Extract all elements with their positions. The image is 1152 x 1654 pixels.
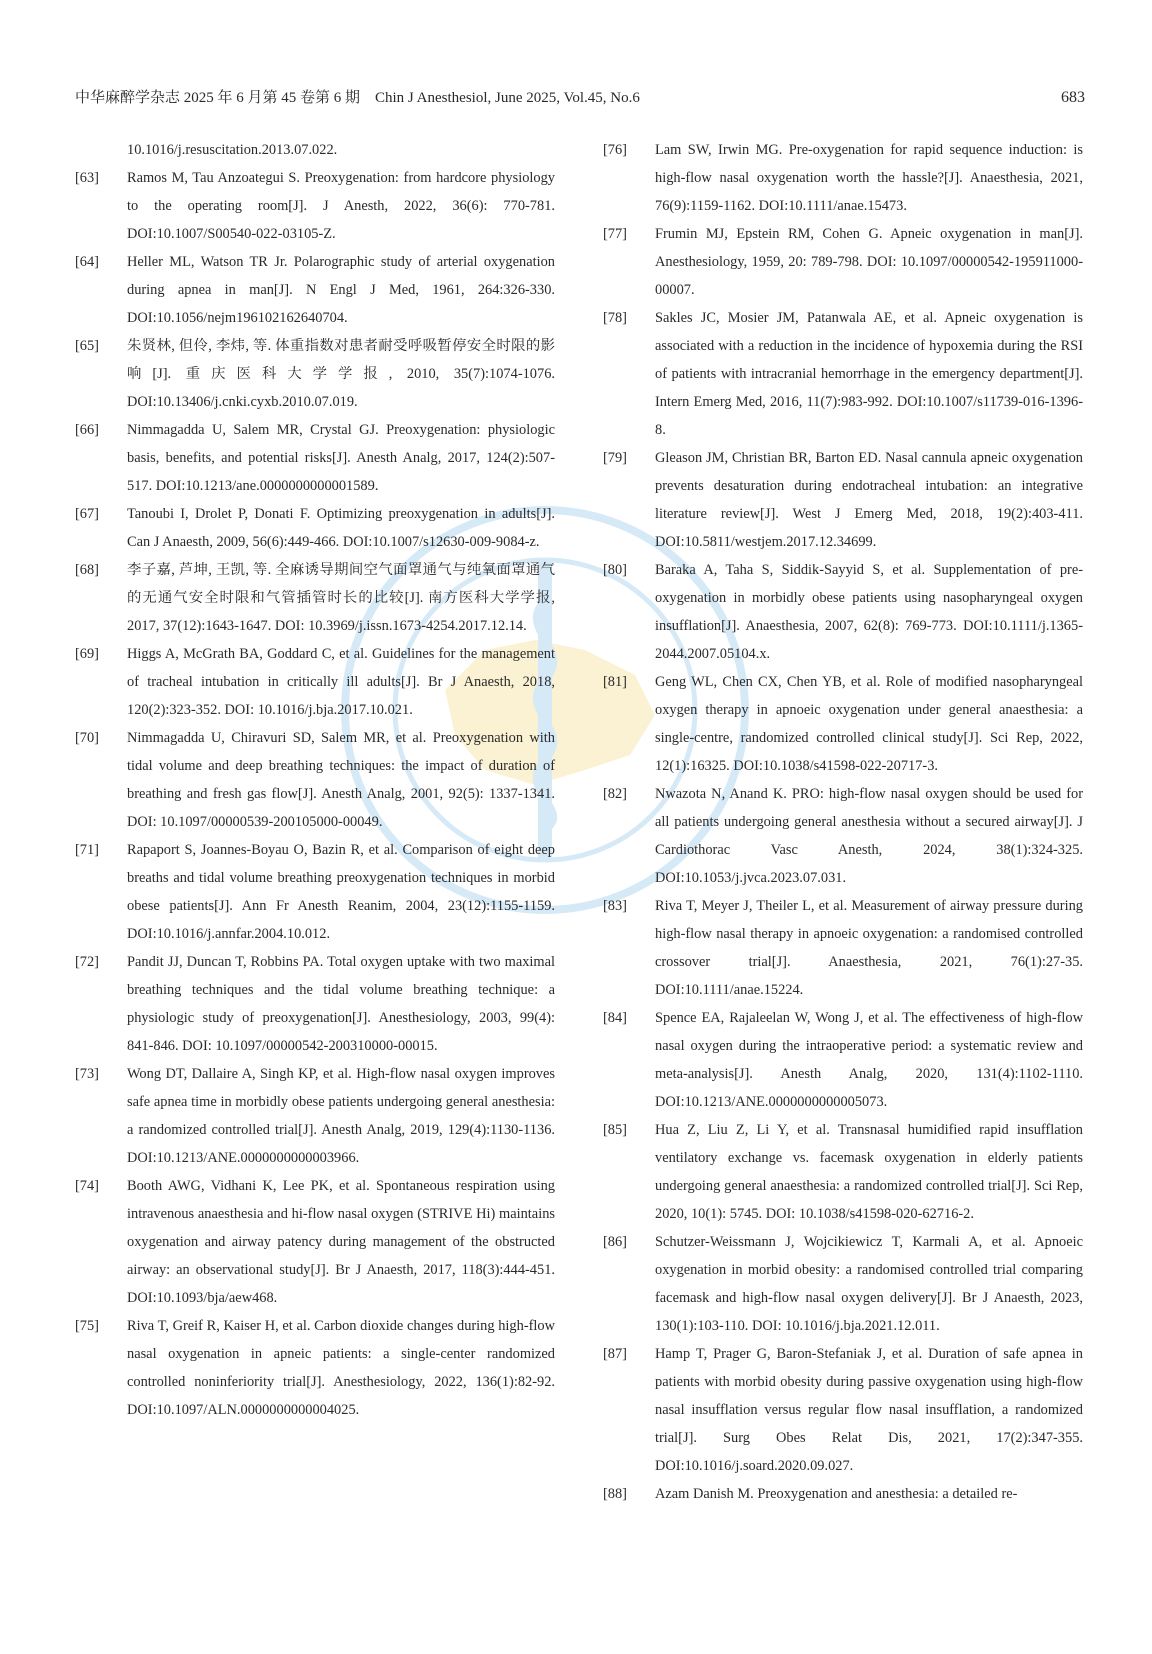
reference-text: Pandit JJ, Duncan T, Robbins PA. Total oxygen uptake with two maximal breathing techniques and the tidal volume breathing technique: a physiologic study of preoxygenation[J]. Anesthesiology, 2003, 99(4): 841-846. DOI: 10.1097/00000542-200310000-00015. [127, 954, 555, 1054]
reference-number: [66] [75, 422, 99, 438]
reference-entry [75, 1312, 555, 1424]
reference-entry [603, 556, 1083, 668]
reference-column-left [75, 136, 555, 1424]
reference-text: Spence EA, Rajaleelan W, Wong J, et al. The effectiveness of high-flow nasal oxygen during the intraoperative period: a systematic review and meta-analysis[J]. Anesth Analg, 2020, 131(4):1102-1110. DOI:10.1213/ANE.0000000000005073. [655, 1010, 1083, 1110]
reference-entry [75, 332, 555, 416]
reference-text: Wong DT, Dallaire A, Singh KP, et al. High-flow nasal oxygen improves safe apnea time in morbidly obese patients undergoing general anesthesia: a randomized controlled trial[J]. Anesth Analg, 2019, 129(4):1130-1136. DOI:10.1213/ANE.0000000000003966. [127, 1066, 555, 1166]
reference-number: [84] [603, 1010, 627, 1026]
reference-entry [75, 416, 555, 500]
reference-text: 朱贤林, 但伶, 李炜, 等. 体重指数对患者耐受呼吸暂停安全时限的影响[J]. 重庆医科大学学报, 2010, 35(7):1074-1076. DOI:10.13406/j.cnki.cyxb.2010.07.019. [127, 338, 555, 410]
reference-entry [75, 724, 555, 836]
reference-entry [75, 640, 555, 724]
reference-number: [72] [75, 954, 99, 970]
reference-text: Tanoubi I, Drolet P, Donati F. Optimizing preoxygenation in adults[J]. Can J Anaesth, 2009, 56(6):449-466. DOI:10.1007/s12630-009-9084-z. [127, 506, 555, 550]
reference-entry [603, 220, 1083, 304]
reference-text: Ramos M, Tau Anzoategui S. Preoxygenation: from hardcore physiology to the operating room[J]. J Anesth, 2022, 36(6): 770-781. DOI:10.1007/S00540-022-03105-Z. [127, 170, 555, 242]
reference-entry [603, 444, 1083, 556]
journal-citation: 中华麻醉学杂志 2025 年 6 月第 45 卷第 6 期 Chin J Anesthesiol, June 2025, Vol.45, No.6 [75, 90, 640, 106]
reference-number: [70] [75, 730, 99, 746]
reference-entry [603, 1480, 1083, 1508]
page-number: 683 [1061, 89, 1085, 106]
reference-number: [83] [603, 898, 627, 914]
reference-text: Nimmagadda U, Salem MR, Crystal GJ. Preoxygenation: physiologic basis, benefits, and potential risks[J]. Anesth Analg, 2017, 124(2):507-517. DOI:10.1213/ane.0000000000001589. [127, 422, 555, 494]
reference-number: [81] [603, 674, 627, 690]
reference-number: [85] [603, 1122, 627, 1138]
reference-text: Riva T, Greif R, Kaiser H, et al. Carbon dioxide changes during high-flow nasal oxygenation in apneic patients: a single-center randomized controlled noninferiority trial[J]. Anesthesiology, 2022, 136(1):82-92. DOI:10.1097/ALN.0000000000004025. [127, 1318, 555, 1418]
reference-entry [75, 1060, 555, 1172]
reference-number: [68] [75, 562, 99, 578]
reference-entry [603, 1004, 1083, 1116]
reference-number: [63] [75, 170, 99, 186]
reference-entry [603, 892, 1083, 1004]
reference-number: [80] [603, 562, 627, 578]
reference-entry [603, 780, 1083, 892]
reference-number: [88] [603, 1486, 627, 1502]
reference-number: [87] [603, 1346, 627, 1362]
reference-number: [71] [75, 842, 99, 858]
reference-text: Gleason JM, Christian BR, Barton ED. Nasal cannula apneic oxygenation prevents desaturation during endotracheal intubation: an integrative literature review[J]. West J Emerg Med, 2018, 19(2):403-411. DOI:10.5811/westjem.2017.12.34699. [655, 450, 1083, 550]
reference-number: [73] [75, 1066, 99, 1082]
reference-text: Nimmagadda U, Chiravuri SD, Salem MR, et al. Preoxygenation with tidal volume and deep breathing techniques: the impact of duration of breathing and fresh gas flow[J]. Anesth Analg, 2001, 92(5): 1337-1341. DOI: 10.1097/00000539-200105000-00049. [127, 730, 555, 830]
reference-entry [75, 500, 555, 556]
reference-text: Schutzer-Weissmann J, Wojcikiewicz T, Karmali A, et al. Apnoeic oxygenation in morbid obesity: a randomised controlled trial comparing facemask and high-flow nasal oxygen delivery[J]. Br J Anaesth, 2023, 130(1):103-110. DOI: 10.1016/j.bja.2021.12.011. [655, 1234, 1083, 1334]
reference-text: Sakles JC, Mosier JM, Patanwala AE, et al. Apneic oxygenation is associated with a reduction in the incidence of hypoxemia during the RSI of patients with intracranial hemorrhage in the emergency department[J]. Intern Emerg Med, 2016, 11(7):983-992. DOI:10.1007/s11739-016-1396-8. [655, 310, 1083, 438]
reference-text: Booth AWG, Vidhani K, Lee PK, et al. Spontaneous respiration using intravenous anaesthesia and hi-flow nasal oxygen (STRIVE Hi) maintains oxygenation and airway patency during management of the obstructed airway: an observational study[J]. Br J Anaesth, 2017, 118(3):444-451. DOI:10.1093/bja/aew468. [127, 1178, 555, 1306]
reference-text: 李子嘉, 芦坤, 王凯, 等. 全麻诱导期间空气面罩通气与纯氧面罩通气的无通气安全时限和气管插管时长的比较[J]. 南方医科大学学报, 2017, 37(12):1643-1647. DOI: 10.3969/j.issn.1673-4254.2017.12.14. [127, 562, 555, 634]
reference-text: Azam Danish M. Preoxygenation and anesthesia: a detailed re- [655, 1486, 1018, 1502]
reference-entry [603, 1228, 1083, 1340]
reference-number: [65] [75, 338, 99, 354]
running-header [75, 84, 1085, 112]
reference-number: [67] [75, 506, 99, 522]
reference-text: 10.1016/j.resuscitation.2013.07.022. [127, 142, 338, 158]
reference-entry [603, 668, 1083, 780]
reference-entry [75, 136, 555, 164]
reference-text: Hua Z, Liu Z, Li Y, et al. Transnasal humidified rapid insufflation ventilatory exchange vs. facemask oxygenation in elderly patients undergoing general anaesthesia: a randomized controlled trial[J]. Sci Rep, 2020, 10(1): 5745. DOI: 10.1038/s41598-020-62716-2. [655, 1122, 1083, 1222]
reference-text: Higgs A, McGrath BA, Goddard C, et al. Guidelines for the management of tracheal intubation in critically ill adults[J]. Br J Anaesth, 2018, 120(2):323-352. DOI: 10.1016/j.bja.2017.10.021. [127, 646, 555, 718]
reference-text: Hamp T, Prager G, Baron-Stefaniak J, et al. Duration of safe apnea in patients with morbid obesity during passive oxygenation using high-flow nasal insufflation versus regular flow nasal insufflation, a randomized trial[J]. Surg Obes Relat Dis, 2021, 17(2):347-355. DOI:10.1016/j.soard.2020.09.027. [655, 1346, 1083, 1474]
reference-number: [82] [603, 786, 627, 802]
reference-text: Frumin MJ, Epstein RM, Cohen G. Apneic oxygenation in man[J]. Anesthesiology, 1959, 20: 789-798. DOI: 10.1097/00000542-195911000-00007. [655, 226, 1083, 298]
reference-text: Nwazota N, Anand K. PRO: high-flow nasal oxygen should be used for all patients undergoing general anesthesia without a secured airway[J]. J Cardiothorac Vasc Anesth, 2024, 38(1):324-325. DOI:10.1053/j.jvca.2023.07.031. [655, 786, 1083, 886]
reference-number: [78] [603, 310, 627, 326]
reference-entry [603, 136, 1083, 220]
reference-number: [74] [75, 1178, 99, 1194]
reference-column-right [603, 136, 1083, 1508]
reference-text: Heller ML, Watson TR Jr. Polarographic study of arterial oxygenation during apnea in man[J]. N Engl J Med, 1961, 264:326-330. DOI:10.1056/nejm196102162640704. [127, 254, 555, 326]
reference-entry [75, 1172, 555, 1312]
reference-text: Baraka A, Taha S, Siddik-Sayyid S, et al. Supplementation of pre-oxygenation in morbidly obese patients using nasopharyngeal oxygen insufflation[J]. Anaesthesia, 2007, 62(8): 769-773. DOI:10.1111/j.1365-2044.2007.05104.x. [655, 562, 1083, 662]
reference-text: Lam SW, Irwin MG. Pre-oxygenation for rapid sequence induction: is high-flow nasal oxygenation worth the hassle?[J]. Anaesthesia, 2021, 76(9):1159-1162. DOI:10.1111/anae.15473. [655, 142, 1083, 214]
reference-text: Rapaport S, Joannes-Boyau O, Bazin R, et al. Comparison of eight deep breaths and tidal volume breathing preoxygenation techniques in morbid obese patients[J]. Ann Fr Anesth Reanim, 2004, 23(12):1155-1159. DOI:10.1016/j.annfar.2004.10.012. [127, 842, 555, 942]
reference-entry [75, 164, 555, 248]
reference-number: [77] [603, 226, 627, 242]
reference-number: [69] [75, 646, 99, 662]
reference-text: Geng WL, Chen CX, Chen YB, et al. Role of modified nasopharyngeal oxygen therapy in apnoeic oxygenation under general anaesthesia: a single-centre, randomized controlled clinical study[J]. Sci Rep, 2022, 12(1):16325. DOI:10.1038/s41598-022-20717-3. [655, 674, 1083, 774]
reference-entry [75, 248, 555, 332]
reference-entry [75, 556, 555, 640]
reference-number: [76] [603, 142, 627, 158]
reference-text: Riva T, Meyer J, Theiler L, et al. Measurement of airway pressure during high-flow nasal therapy in apnoeic oxygenation: a randomised controlled crossover trial[J]. Anaesthesia, 2021, 76(1):27-35. DOI:10.1111/anae.15224. [655, 898, 1083, 998]
reference-number: [79] [603, 450, 627, 466]
reference-entry [75, 948, 555, 1060]
reference-entry [603, 1116, 1083, 1228]
reference-number: [64] [75, 254, 99, 270]
reference-number: [75] [75, 1318, 99, 1334]
reference-entry [603, 304, 1083, 444]
reference-entry [603, 1340, 1083, 1480]
reference-entry [75, 836, 555, 948]
reference-number: [86] [603, 1234, 627, 1250]
